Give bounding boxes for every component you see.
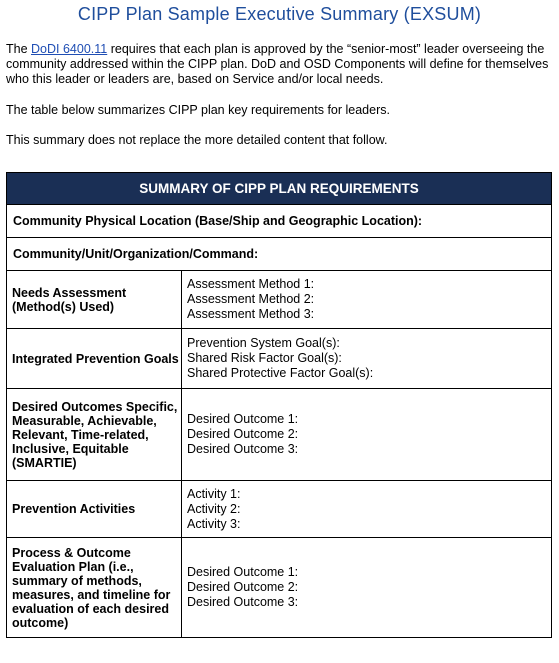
table-header: SUMMARY OF CIPP PLAN REQUIREMENTS <box>7 173 552 205</box>
table-row <box>7 538 552 638</box>
intro-post-link: requires that each plan is approved by the “senior-most” leader overseeing the community addressed within the CIPP plan. DoD and OSD Components will define for themselves who this leader or leaders are, based on Service and/or local needs. <box>6 42 549 86</box>
requirements-table <box>6 172 552 638</box>
table-intro-paragraph: The table below summarizes CIPP plan key requirements for leaders. <box>6 103 390 117</box>
row-label: Integrated Prevention Goals <box>7 329 182 389</box>
row-value: Assessment Method 1: <box>187 277 315 291</box>
table-row <box>7 481 552 538</box>
row-values <box>182 329 552 389</box>
location-row: Community Physical Location (Base/Ship and Geographic Location): <box>7 205 552 238</box>
document-title: CIPP Plan Sample Executive Summary (EXSUM) <box>77 4 482 24</box>
row-values <box>182 271 552 329</box>
table-row <box>7 271 552 329</box>
community-row: Community/Unit/Organization/Command: <box>7 238 552 271</box>
row-label: Prevention Activities <box>7 481 182 538</box>
summary-note-paragraph: This summary does not replace the more detailed content that follow. <box>6 133 388 147</box>
intro-pre-link: The <box>6 42 32 56</box>
row-value: Prevention System Goal(s): <box>187 336 340 350</box>
row-value: Activity 3: <box>187 516 241 531</box>
row-values <box>182 538 552 638</box>
row-value: Assessment Method 3: <box>187 307 315 321</box>
row-values <box>182 481 552 538</box>
row-value: Activity 1: <box>187 486 241 501</box>
row-value: Shared Risk Factor Goal(s): <box>187 351 342 365</box>
row-value: Desired Outcome 1: <box>187 412 299 426</box>
row-label: Needs Assessment (Method(s) Used) <box>7 271 182 329</box>
row-value: Desired Outcome 3: <box>187 595 299 609</box>
row-values <box>182 389 552 481</box>
row-value: Activity 2: <box>187 501 241 516</box>
row-value: Shared Protective Factor Goal(s): <box>187 366 374 380</box>
row-label: Process & Outcome Evaluation Plan (i.e., summary of methods, measures, and timeline for evaluation of each desired outcome) <box>7 538 182 638</box>
row-value: Desired Outcome 1: <box>187 565 299 579</box>
table-row <box>7 329 552 389</box>
row-value: Desired Outcome 2: <box>187 427 299 441</box>
row-value: Desired Outcome 2: <box>187 580 299 594</box>
row-value: Assessment Method 2: <box>187 292 315 306</box>
intro-paragraph <box>6 42 554 87</box>
table-row <box>7 389 552 481</box>
row-value: Desired Outcome 3: <box>187 442 299 456</box>
row-label: Desired Outcomes Specific, Measurable, Achievable, Relevant, Time-related, Inclusive, Equitable (SMARTIE) <box>7 389 182 481</box>
dodi-link[interactable]: DoDI 6400.11 <box>31 42 108 56</box>
